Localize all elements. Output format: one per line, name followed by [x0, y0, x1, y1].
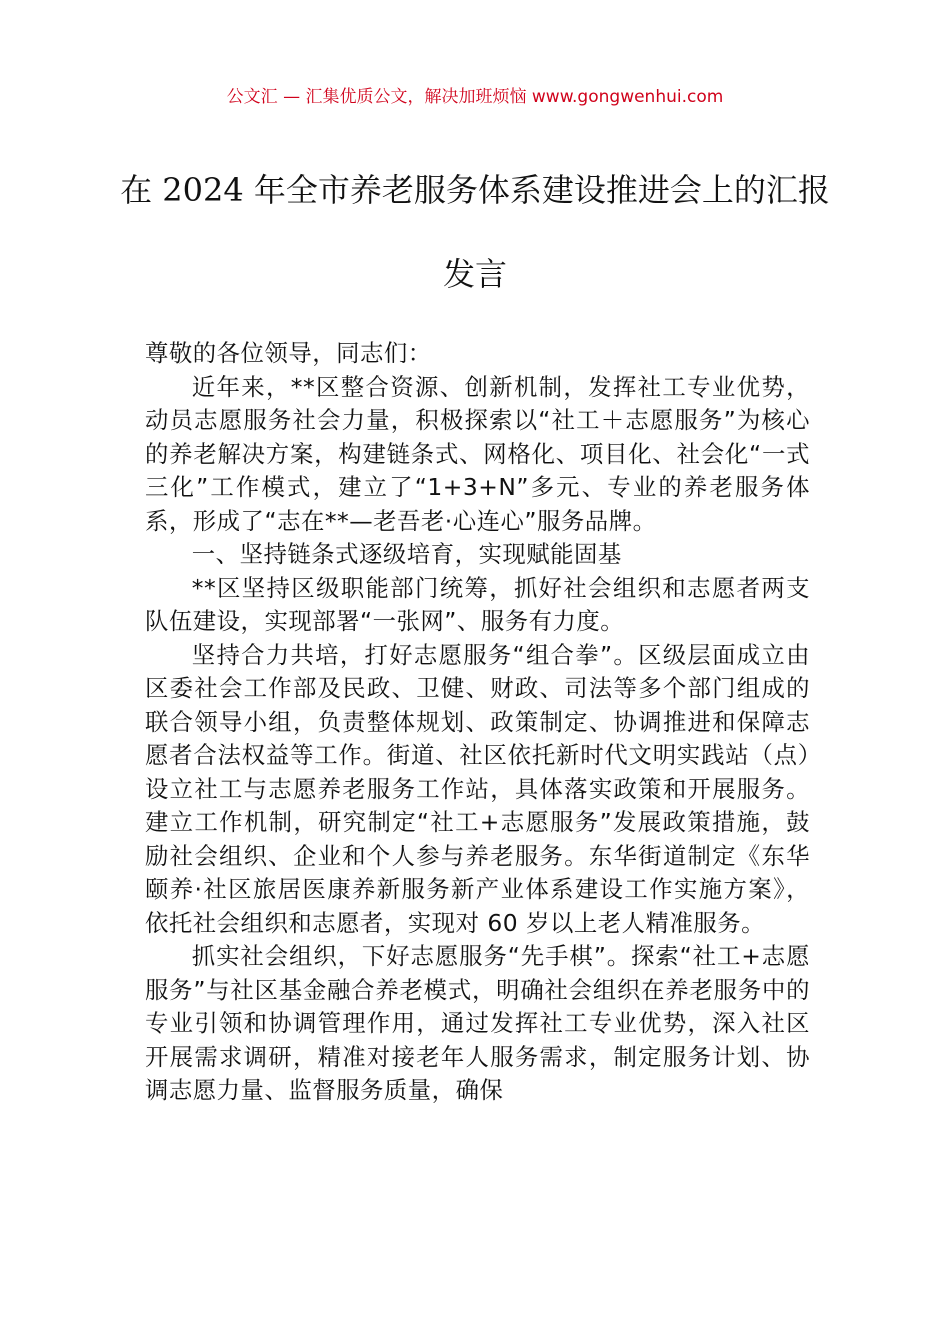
- paragraph-intro: 近年来，**区整合资源、创新机制，发挥社工专业优势，动员志愿服务社会力量，积极探索以“社工＋志愿服务”为核心的养老解决方案，构建链条式、网格化、项目化、社会化“一式三化”工作模式，建立了“1+3+N”多元、专业的养老服务体系，形成了“志在**—老吾老·心连心”服务品牌。: [145, 372, 810, 535]
- watermark-header: 公文汇 — 汇集优质公文，解决加班烦恼 www.gongwenhui.com: [226, 87, 724, 107]
- section-heading-1: 一、坚持链条式逐级培育，实现赋能固基: [191, 540, 622, 568]
- document-title: 在 2024 年全市养老服务体系建设推进会上的汇报发言: [120, 171, 830, 293]
- paragraph-section-1-summary: **区坚持区级职能部门统筹，抓好社会组织和志愿者两支队伍建设，实现部署“一张网”、服务有力度。: [145, 573, 810, 635]
- document-body: [145, 337, 810, 1108]
- salutation: 尊敬的各位领导，同志们：: [145, 339, 432, 367]
- paragraph-social-organizations: 抓实社会组织，下好志愿服务“先手棋”。探索“社工+志愿服务”与社区基金融合养老模式，明确社会组织在养老服务中的专业引领和协调管理作用，通过发挥社工专业优势，深入社区开展需求调研，精准对接老年人服务需求，制定服务计划、协调志愿力量、监督服务质量，确保: [145, 942, 810, 1104]
- paragraph-joint-cultivation: 坚持合力共培，打好志愿服务“组合拳”。区级层面成立由区委社会工作部及民政、卫健、财政、司法等多个部门组成的联合领导小组，负责整体规划、政策制定、协调推进和保障志愿者合法权益等工作。街道、社区依托新时代文明实践站（点）设立社工与志愿养老服务工作站，具体落实政策和开展服务。建立工作机制，研究制定“社工+志愿服务”发展政策措施，鼓励社会组织、企业和个人参与养老服务。东华街道制定《东华颐养·社区旅居医康养新服务新产业体系建设工作实施方案》，依托社会组织和志愿者，实现对 60 岁以上老人精准服务。: [145, 640, 810, 937]
